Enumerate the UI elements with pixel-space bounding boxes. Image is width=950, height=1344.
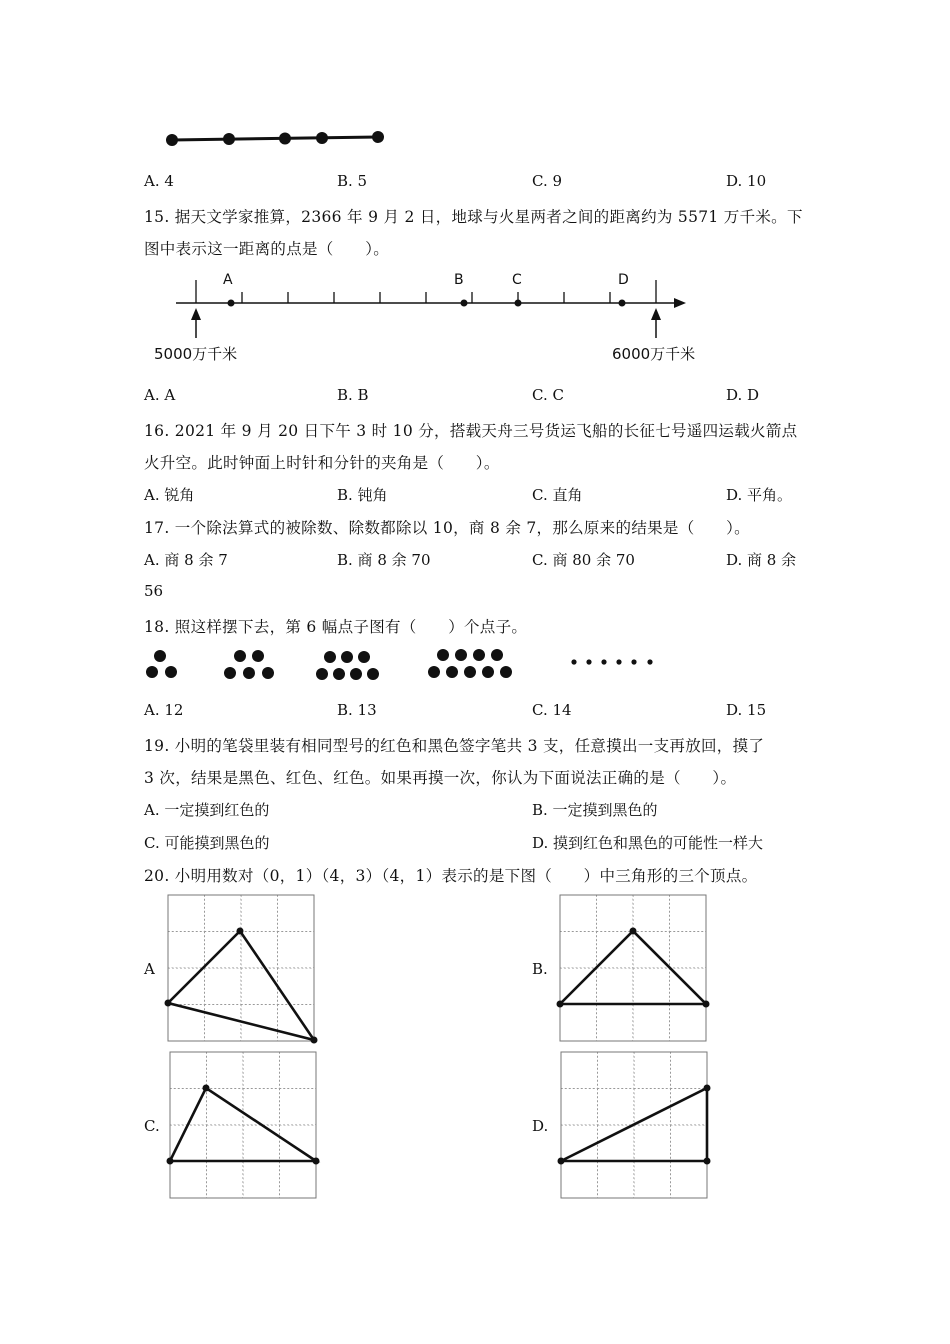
q16-question-line1: 16. 2021 年 9 月 20 日下午 3 时 10 分，搭载天舟三号货运飞船的长征七号遥四运载火箭点 (144, 422, 798, 440)
q20-grid-b (557, 895, 710, 1041)
q14-option-b: B. 5 (337, 172, 368, 190)
q20-grid-d (558, 1052, 711, 1198)
q15-point-d-label: D (618, 272, 629, 288)
q16-question-line2: 火升空。此时钟面上时针和分针的夹角是（ ）。 (144, 454, 500, 472)
q15-option-d: D. D (726, 386, 760, 404)
q20-label-a: A (144, 960, 155, 978)
q15-point-b-label: B (454, 272, 464, 288)
q15-question-line2: 图中表示这一距离的点是（ ）。 (144, 240, 390, 258)
q15-option-b: B. B (337, 386, 369, 404)
q15-right-label: 6000万千米 (612, 345, 696, 363)
q18-option-c: C. 14 (532, 701, 572, 719)
q20-label-d: D. (532, 1117, 549, 1135)
q20-question: 20. 小明用数对（0，1）（4，3）（4，1）表示的是下图（ ）中三角形的三个顶点。 (144, 867, 758, 885)
q18-question: 18. 照这样摆下去，第 6 幅点子图有（ ）个点子。 (144, 618, 528, 636)
q19-option-b: B. 一定摸到黑色的 (532, 801, 658, 819)
q19-option-a: A. 一定摸到红色的 (144, 801, 270, 819)
q15-point-c-label: C (512, 272, 522, 288)
q16-option-b: B. 钝角 (337, 486, 388, 504)
q14-option-c: C. 9 (532, 172, 563, 190)
q17-option-d-wrap: 56 (144, 582, 164, 600)
q17-question: 17. 一个除法算式的被除数、除数都除以 10，商 8 余 7，那么原来的结果是（ ）。 (144, 519, 750, 537)
q20-grid-c (167, 1052, 320, 1198)
q16-option-d: D. 平角。 (726, 486, 793, 504)
q20-label-c: C. (144, 1117, 160, 1135)
q19-question-line2: 3 次，结果是黑色、红色、红色。如果再摸一次，你认为下面说法正确的是（ ）。 (144, 769, 737, 787)
q15-left-label: 5000万千米 (154, 345, 238, 363)
q15-point-a-label: A (223, 272, 233, 288)
q20-grid-a (165, 895, 318, 1044)
q17-option-a: A. 商 8 余 7 (144, 551, 228, 569)
q20-label-b: B. (532, 960, 548, 978)
q19-option-d: D. 摸到红色和黑色的可能性一样大 (532, 834, 764, 852)
q15-option-a: A. A (144, 386, 176, 404)
q17-option-b: B. 商 8 余 70 (337, 551, 431, 569)
q18-option-a: A. 12 (144, 701, 184, 719)
q19-option-c: C. 可能摸到黑色的 (144, 834, 270, 852)
q14-option-a: A. 4 (144, 172, 174, 190)
q16-option-a: A. 锐角 (144, 486, 195, 504)
q17-option-d: D. 商 8 余 (726, 551, 797, 569)
q19-question-line1: 19. 小明的笔袋里装有相同型号的红色和黑色签字笔共 3 支，任意摸出一支再放回，摸了 (144, 737, 765, 755)
q14-option-d: D. 10 (726, 172, 767, 190)
q15-option-c: C. C (532, 386, 564, 404)
q17-option-c: C. 商 80 余 70 (532, 551, 635, 569)
q15-question-line1: 15. 据天文学家推算，2366 年 9 月 2 日，地球与火星两者之间的距离约为 5571 万千米。下 (144, 208, 803, 226)
q18-option-b: B. 13 (337, 701, 377, 719)
q16-option-c: C. 直角 (532, 486, 583, 504)
q18-option-d: D. 15 (726, 701, 767, 719)
